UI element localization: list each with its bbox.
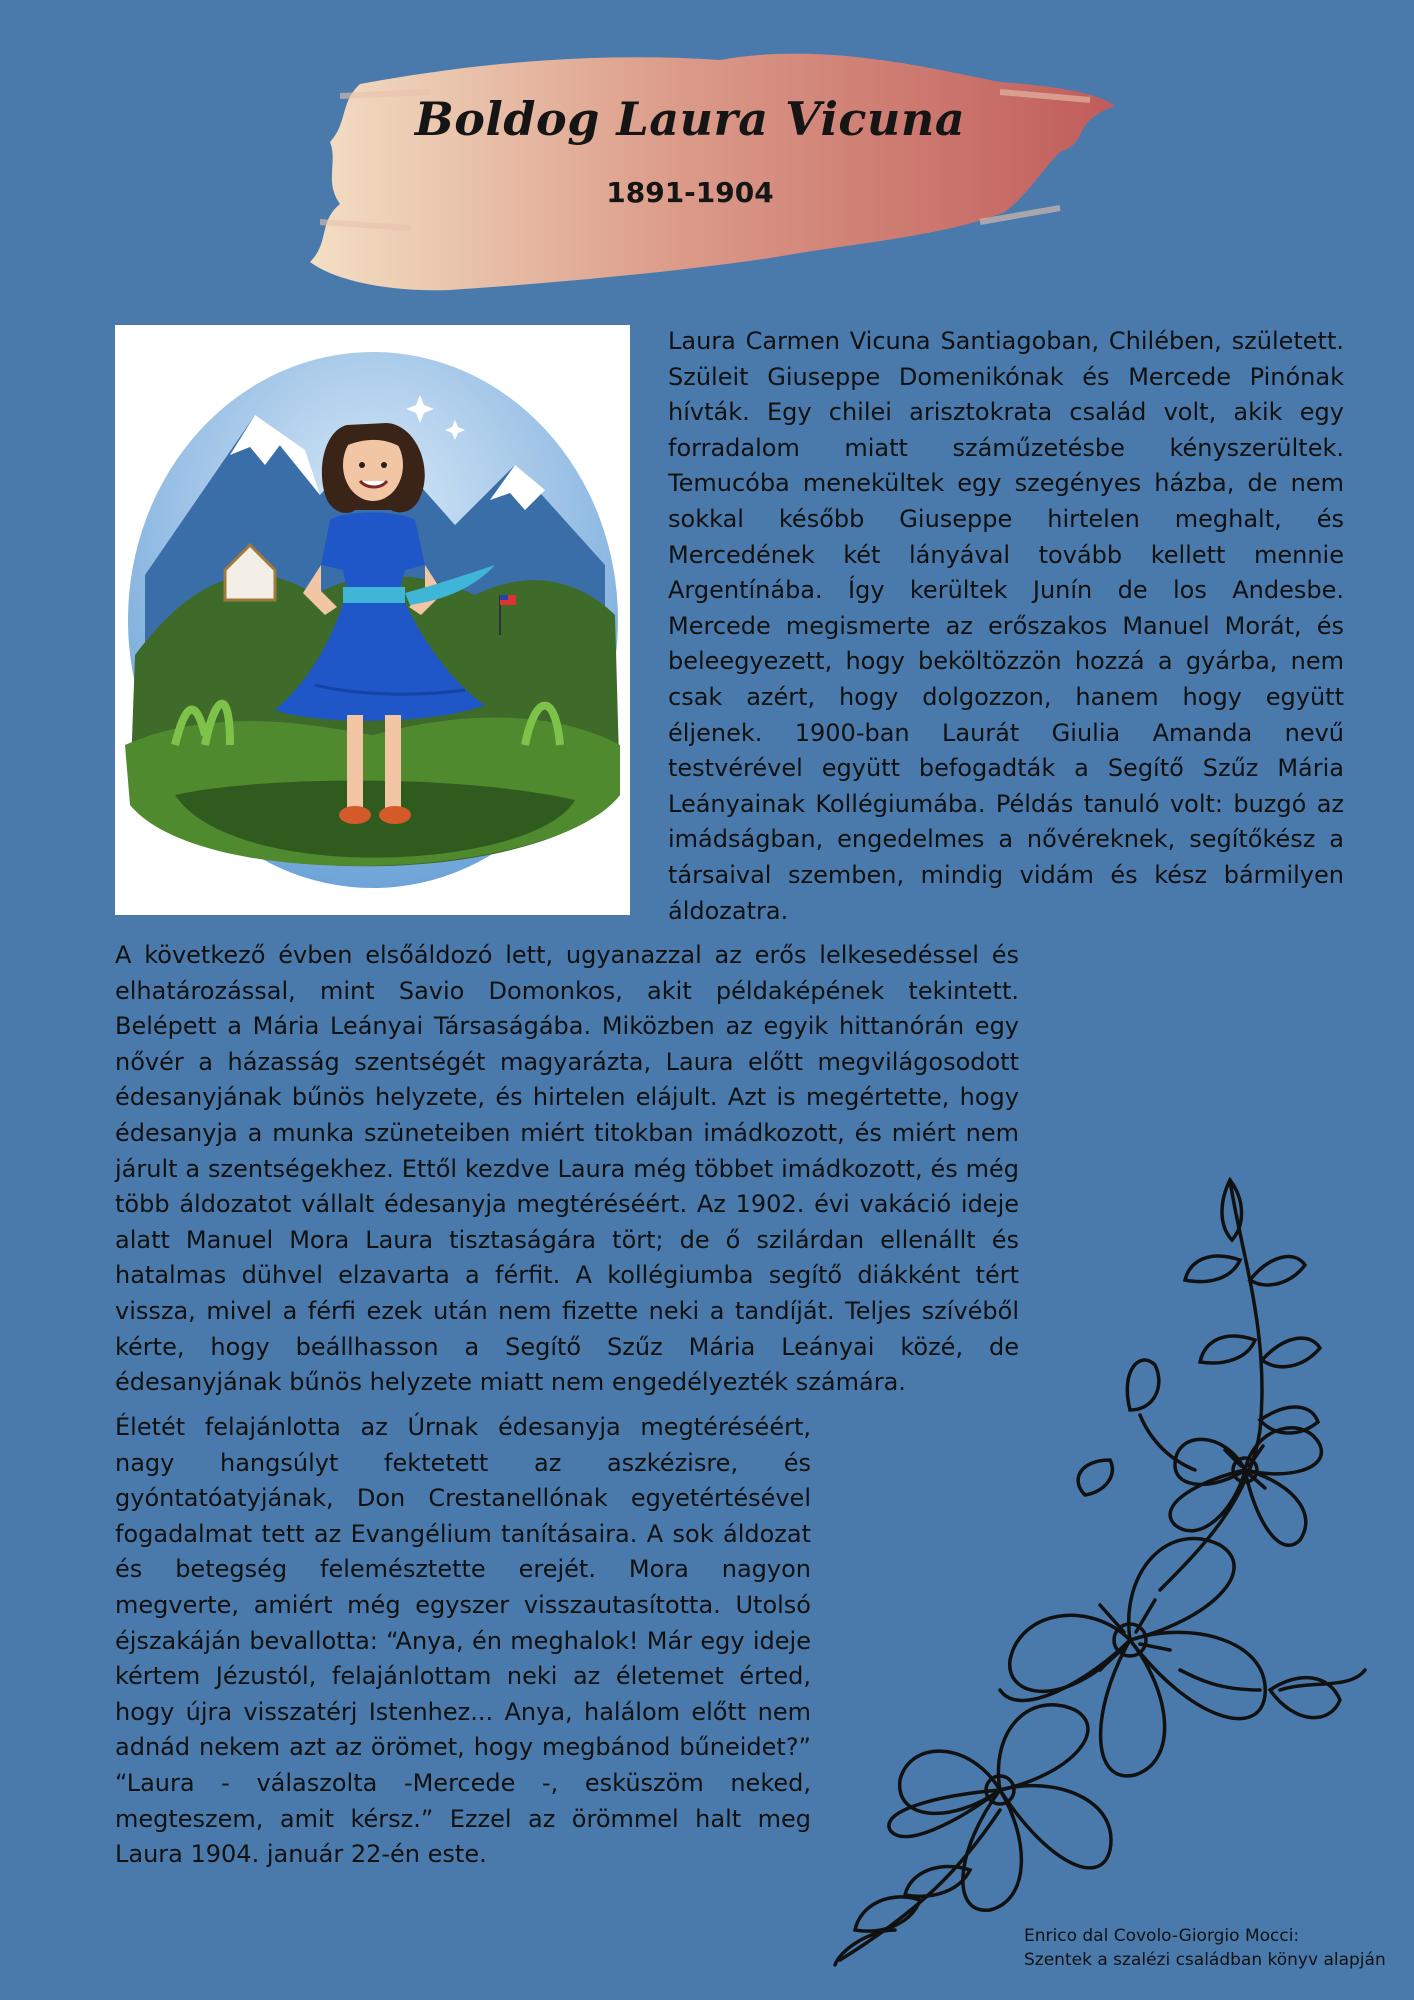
life-years: 1891-1904 <box>606 176 774 209</box>
girl-mountain-illustration-icon <box>115 325 630 915</box>
credit-line-1: Enrico dal Covolo-Giorgio Mocci: <box>1024 1926 1300 1946</box>
credit-line-2: Szentek a szalézi családban könyv alapján <box>1024 1950 1386 1970</box>
paragraph-1: Laura Carmen Vicuna Santiagoban, Chilében, született. Szüleit Giuseppe Domenikónak és Mercede Pinónak hívták. Egy chilei arisztokrata család volt, akik egy forradalom miatt száműzetésbe kényszerültek. Temucóba menekültek egy szegényes házba, de nem sokkal később Giuseppe hirtelen meghalt, és Mercedének két lányával tovább kellett mennie Argentínába. Így kerültek Junín de los Andesbe. Mercede megismerte az erőszakos Manuel Morát, és beleegyezett, hogy beköltözzön hozzá a gyárba, nem csak azért, hogy dolgozzon, hanem hogy együtt éljenek. 1900-ban Laurát Giulia Amanda nevű testvérével együtt befogadták a Segítő Szűz Mária Leányainak Kollégiumába. Példás tanuló volt: buzgó az imádságban, engedelmes a nővéreknek, segítőkész a társaival szemben, mindig vidám és kész bármilyen áldozatra. <box>668 327 1344 925</box>
portrait-illustration <box>115 325 630 915</box>
page-title: Boldog Laura Vicuna <box>414 92 966 146</box>
brush-stroke-banner <box>300 22 1120 322</box>
paragraph-2: A következő évben elsőáldozó lett, ugyanazzal az erős lelkesedéssel és elhatározással, mint Savio Domonkos, akit példaképének tekintett. Belépett a Mária Leányai Társaságába. Miközben az egyik hittanórán egy nővér a házasság szentségét magyarázta, Laura előtt megvilágosodott édesanyjának bűnös helyzete, és hirtelen elájult. Azt is megértette, hogy édesanyja a munka szüneteiben miért titokban imádkozott, és miért nem járult a szentségekhez. Ettől kezdve Laura még többet imádkozott, és még több áldozatot vállalt édesanyja megtéréséért. Az 1902. évi vakáció ideje alatt Manuel Mora Laura tisztaságára tört; de ő szilárdan ellenállt és hatalmas dühvel elzavarta a férfit. A kollégiumba segítő diákként tért vissza, mivel a férfi ezek után nem fizette neki a tandíját. Teljes szívéből kérte, hogy beállhasson a Segítő Szűz Mária Leányai közé, de édesanyjának bűnös helyzete miatt nem engedélyezték számára. <box>115 941 1019 1397</box>
source-credit <box>1024 1924 1394 1972</box>
line-art-flower-icon <box>800 1170 1370 1970</box>
paragraph-3: Életét felajánlotta az Úrnak édesanyja megtéréséért, nagy hangsúlyt fektetett az aszkézisre, és gyóntatóatyjának, Don Crestanellónak egyetértésével fogadalmat tett az Evangélium tanításaira. A sok áldozat és betegség felemésztette erejét. Mora nagyon megverte, amiért még egyszer visszautasította. Utolsó éjszakáján bevallotta: “Anya, én meghalok! Már egy ideje kértem Jézustól, felajánlottam neki az életemet érted, hogy újra visszatérj Istenhez... Anya, halálom előtt nem adnád nekem azt az örömet, hogy megbánod bűneidet?” “Laura - válaszolta -Mercede -, esküszöm neked, megteszem, amit kérsz.” Ezzel az örömmel halt meg Laura 1904. január 22-én este. <box>115 1413 811 1869</box>
